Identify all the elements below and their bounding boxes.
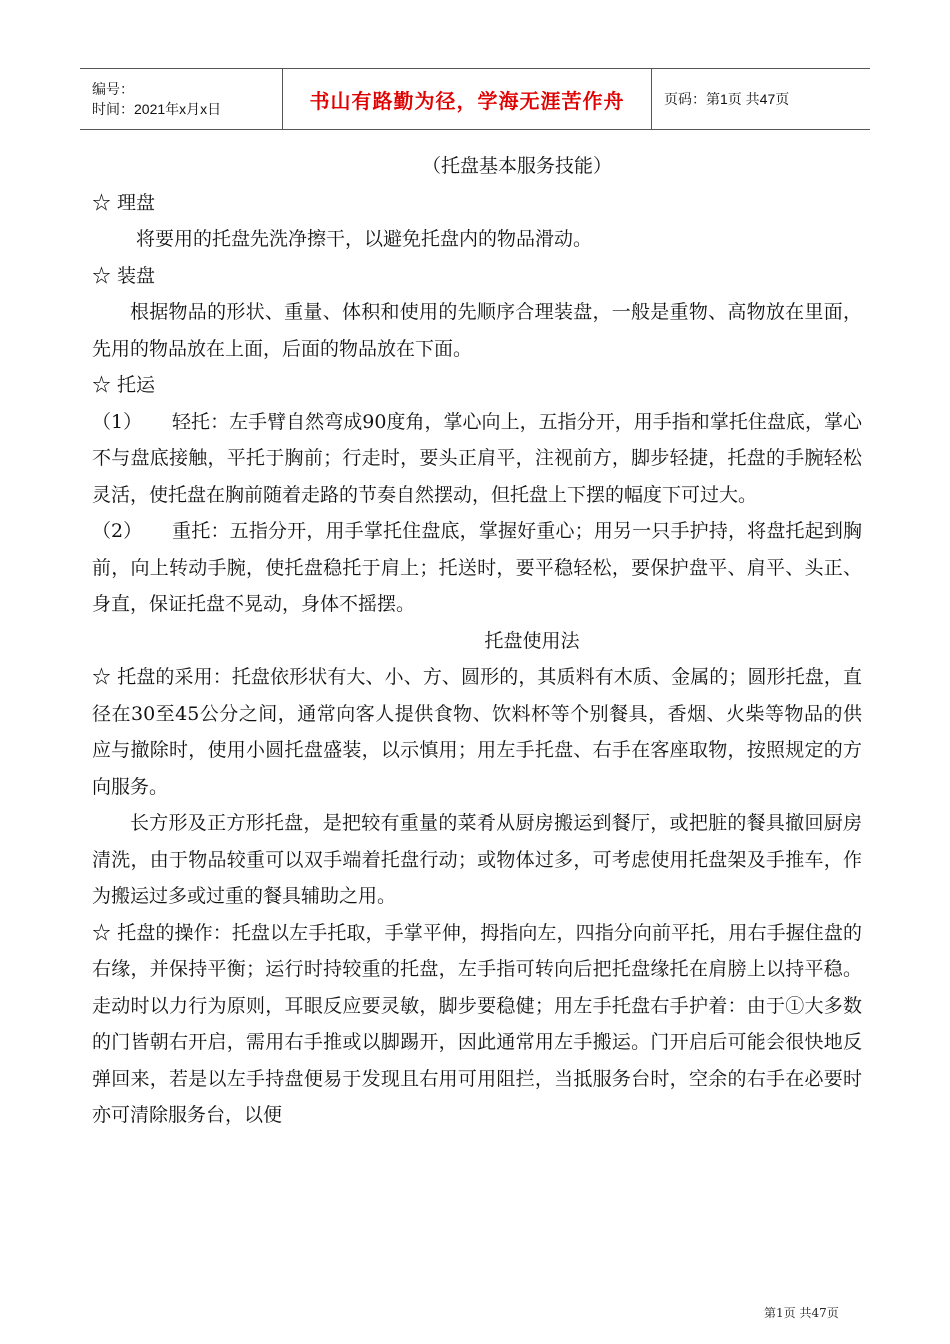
section-heading-lipan: ☆ 理盘 [92, 191, 156, 214]
list-item-number: （1） [92, 410, 143, 433]
section-heading-tuoyun: ☆ 托运 [92, 374, 156, 396]
time-label: 时间：2021年x月x日 [92, 101, 222, 117]
list-item-text: 重托：五指分开，用手掌托住盘底，掌握好重心；用另一只手护持，将盘托起到胸前，向上转动手腕，使托盘稳托于肩上；托送时，要平稳轻松，要保护盘平、肩平、头正、身直，保证托盘不晃动，身体不摇摆。 [92, 520, 862, 615]
paragraph-zhuangpan: 根据物品的形状、重量、体积和使用的先顺序合理装盘，一般是重物、高物放在里面，先用的物品放在上面，后面的物品放在下面。 [92, 301, 862, 360]
list-item-text: 轻托：左手臂自然弯成90度角，掌心向上，五指分开，用手指和掌托住盘底，掌心不与盘底接触，平托于胸前；行走时，要头正肩平，注视前方，脚步轻捷，托盘的手腕轻松灵活，使托盘在胸前随着走路的节奏自然摆动，但托盘上下摆的幅度下可过大。 [92, 410, 862, 506]
motto-text: 书山有路勤为径，学海无涯苦作舟 [309, 88, 625, 113]
section-title-usage: 托盘使用法 [484, 629, 580, 652]
section-heading-zhuangpan: ☆ 装盘 [92, 264, 156, 287]
page-footer: 第1页 共47页 [764, 1306, 839, 1320]
paragraph-changfang: 长方形及正方形托盘，是把较有重量的菜肴从厨房搬运到餐厅，或把脏的餐具撤回厨房清洗，由于物品较重可以双手端着托盘行动；或物体过多，可考虑使用托盘架及手推车，作为搬运过多或过重的餐具辅助之用。 [92, 812, 862, 907]
header-motto [282, 69, 652, 129]
paragraph-caiyong: ☆ 托盘的采用：托盘依形状有大、小、方、圆形的，其质料有木质、金属的；圆形托盘，直径在30至45公分之间，通常向客人提供食物、饮料杯等个别餐具，香烟、火柴等物品的供应与撤除时，使用小圆托盘盛装，以示慎用；用左手托盘、右手在客座取物，按照规定的方向服务。 [92, 666, 862, 798]
paragraph-lipan: 将要用的托盘先洗净擦干，以避免托盘内的物品滑动。 [136, 228, 593, 250]
list-item-number: （2） [92, 520, 143, 542]
document-body [92, 148, 862, 1134]
paragraph-caozuo: ☆ 托盘的操作：托盘以左手托取，手掌平伸，拇指向左，四指分向前平托，用右手握住盘的右缘，并保持平衡；运行时持较重的托盘，左手指可转向后把托盘缘托在肩膀上以持平稳。走动时以力行为原则，耳眼反应要灵敏，脚步要稳健；用左手托盘右手护着：由于①大多数的门皆朝右开启，需用右手推或以脚踢开，因此通常用左手搬运。门开启后可能会很快地反弹回来，若是以左手持盘便易于发现且右用可用阻拦，当抵服务台时，空余的右手在必要时亦可清除服务台，以便 [92, 921, 862, 1126]
page-info-text: 页码：第1页 共47页 [664, 91, 790, 107]
doc-title: （托盘基本服务技能） [421, 155, 612, 177]
list-item-light-carry [92, 404, 862, 514]
header-meta [80, 69, 282, 129]
header-table [80, 68, 870, 130]
number-label: 编号： [92, 81, 134, 97]
list-item-heavy-carry [92, 513, 862, 623]
header-page-info [652, 69, 870, 129]
